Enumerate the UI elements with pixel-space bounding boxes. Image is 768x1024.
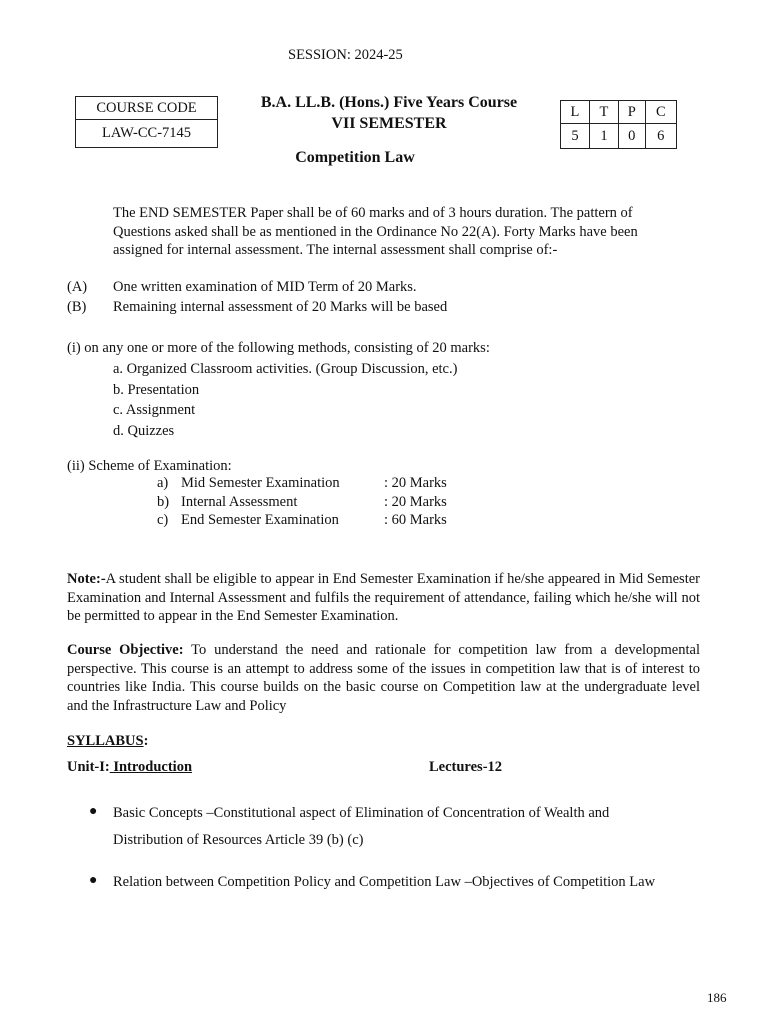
unit-lectures: Lectures-12 [429, 759, 503, 775]
method-item: b. Presentation [113, 382, 200, 398]
syllabus-heading-line [67, 733, 148, 750]
ltpc-header-t: T [589, 101, 618, 124]
assessment-marker-a: (A) [67, 279, 88, 295]
assessment-text-a: One written examination of MID Term of 20 Marks. [113, 279, 417, 295]
scheme-marker: c) [157, 512, 169, 528]
assessment-text-b: Remaining internal assessment of 20 Marks will be based [113, 299, 448, 315]
course-code-value: LAW-CC-7145 [76, 120, 218, 148]
note-label: Note:- [67, 571, 106, 587]
unit-title: Introduction [109, 759, 193, 775]
bullet-dot-icon: ● [89, 804, 98, 819]
ltpc-value-c: 6 [645, 124, 676, 149]
syllabus-bullet-line: Distribution of Resources Article 39 (b) (c) [113, 832, 364, 848]
method-item: c. Assignment [113, 402, 196, 418]
scheme-label: Internal Assessment [181, 494, 298, 510]
course-code-label: COURSE CODE [76, 97, 218, 120]
scheme-marker: b) [157, 494, 170, 510]
scheme-heading: (ii) Scheme of Examination: [67, 458, 232, 474]
scheme-marks: : 20 Marks [384, 494, 447, 510]
syllabus-colon: : [143, 733, 149, 749]
page-number: 186 [707, 990, 727, 1005]
scheme-marks: : 20 Marks [384, 475, 447, 491]
objective-label: Course Objective: [67, 642, 184, 658]
unit-heading [67, 759, 192, 776]
intro-paragraph: The END SEMESTER Paper shall be of 60 marks and of 3 hours duration. The pattern of Questions asked shall be as mentioned in the Ordinance No 22(A). Forty Marks have been assigned for internal assessment. The internal assessment shall comprise of:- [113, 205, 638, 258]
objective-paragraph [67, 641, 700, 715]
syllabus-bullet-line: Relation between Competition Policy and Competition Law –Objectives of Competition Law [113, 874, 656, 890]
note-text: A student shall be eligible to appear in End Semester Examination if he/she appeared in Mid Semester Examination and Internal Assessment and fulfils the requirement of attendance, failing which he/she will not be permitted to appear in the End Semester Examination. [67, 571, 700, 624]
scheme-marks: : 60 Marks [384, 512, 447, 528]
session-label: SESSION: 2024-25 [288, 47, 403, 63]
course-code-box [75, 96, 218, 148]
semester-title: VII SEMESTER [331, 115, 447, 132]
ltpc-value-l: 5 [561, 124, 590, 149]
ltpc-header-c: C [645, 101, 676, 124]
methods-heading: (i) on any one or more of the following methods, consisting of 20 marks: [67, 340, 490, 356]
ltpc-value-t: 1 [589, 124, 618, 149]
assessment-marker-b: (B) [67, 299, 87, 315]
scheme-label: End Semester Examination [181, 512, 339, 528]
unit-label: Unit-I: [67, 759, 110, 775]
note-paragraph [67, 570, 700, 626]
method-item: d. Quizzes [113, 423, 175, 439]
subject-title: Competition Law [295, 149, 415, 166]
ltpc-table [560, 100, 677, 149]
ltpc-header-l: L [561, 101, 590, 124]
syllabus-heading: SYLLABUS [67, 733, 144, 749]
bullet-dot-icon: ● [89, 873, 98, 888]
method-item: a. Organized Classroom activities. (Group Discussion, etc.) [113, 361, 458, 377]
ltpc-header-p: P [618, 101, 645, 124]
course-title: B.A. LL.B. (Hons.) Five Years Course [260, 94, 518, 111]
syllabus-bullet-line: Basic Concepts –Constitutional aspect of Elimination of Concentration of Wealth and [113, 805, 610, 821]
scheme-marker: a) [157, 475, 169, 491]
scheme-label: Mid Semester Examination [181, 475, 340, 491]
ltpc-value-p: 0 [618, 124, 645, 149]
objective-text: To understand the need and rationale for competition law from a developmental perspective. This course is an attempt to address some of the issues in competition law that is of interest to countries like India. This course builds on the basic course on Competition law at the undergraduate level and the Infrastructure Law and Policy [67, 642, 700, 714]
